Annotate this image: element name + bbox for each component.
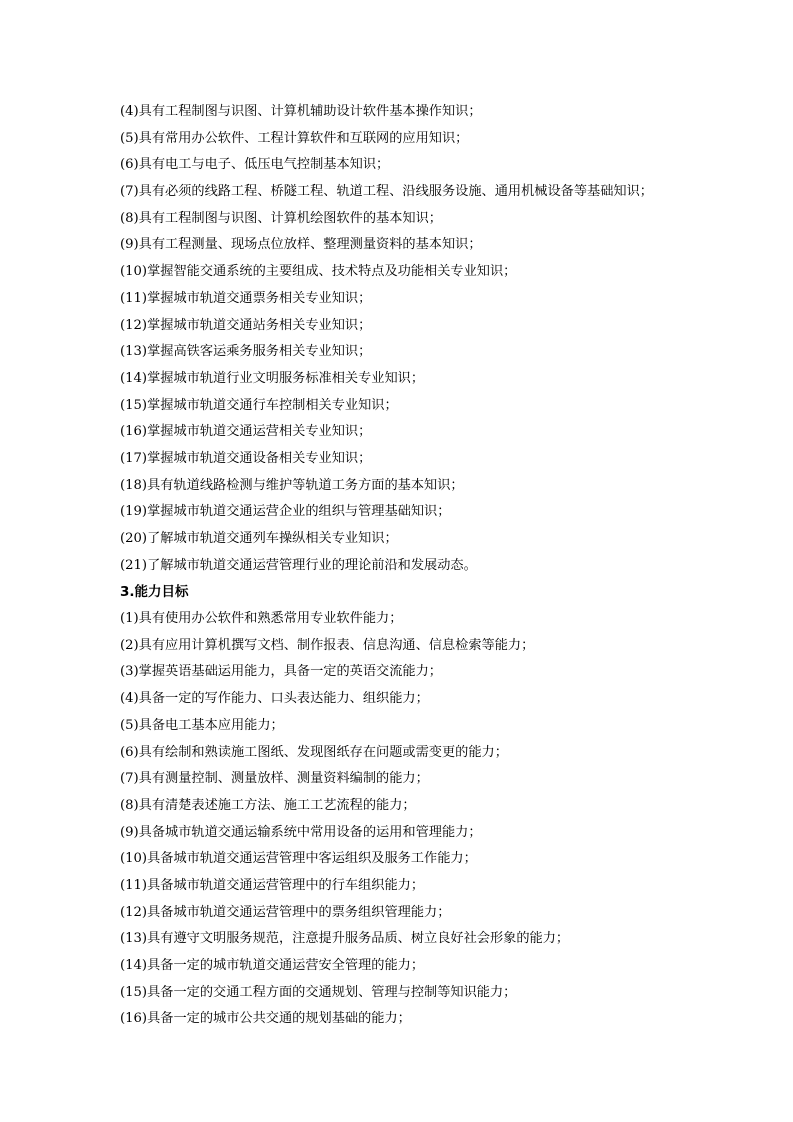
knowledge-item: (20)了解城市轨道交通列车操纵相关专业知识； (120, 531, 398, 546)
knowledge-item: (15)掌握城市轨道交通行车控制相关专业知识； (120, 397, 398, 413)
ability-item: (16)具备一定的城市公共交通的规划基础的能力； (120, 1011, 411, 1027)
ability-item: (3)掌握英语基础运用能力，具备一定的英语交流能力； (120, 664, 442, 680)
knowledge-item: (17)掌握城市轨道交通设备相关专业知识； (120, 450, 372, 466)
ability-item: (8)具有清楚表述施工方法、施工工艺流程的能力； (120, 797, 416, 813)
document-body (120, 99, 680, 1033)
ability-item: (11)具备城市轨道交通运营管理中的行车组织能力； (120, 877, 425, 893)
knowledge-item: (21)了解城市轨道交通运营管理行业的理论前沿和发展动态。 (120, 557, 477, 573)
ability-item: (10)具备城市轨道交通运营管理中客运组织及服务工作能力； (120, 851, 477, 867)
ability-item: (6)具有绘制和熟读施工图纸、发现图纸存在问题或需变更的能力； (120, 744, 508, 760)
knowledge-item: (7)具有必须的线路工程、桥隧工程、轨道工程、沿线服务设施、通用机械设备等基础知识； (120, 184, 653, 200)
knowledge-item: (13)掌握高铁客运乘务服务相关专业知识； (120, 344, 372, 360)
knowledge-item: (18)具有轨道线路检测与维护等轨道工务方面的基本知识； (120, 477, 464, 493)
knowledge-item: (16)掌握城市轨道交通运营相关专业知识； (120, 424, 372, 440)
knowledge-item: (9)具有工程测量、现场点位放样、整理测量资料的基本知识； (120, 237, 482, 253)
knowledge-item: (10)掌握智能交通系统的主要组成、技术特点及功能相关专业知识； (120, 264, 517, 280)
knowledge-item: (4)具有工程制图与识图、计算机辅助设计软件基本操作知识； (120, 104, 482, 119)
section-heading-ability: 3.能力目标 (120, 584, 189, 601)
knowledge-item: (12)掌握城市轨道交通站务相关专业知识； (120, 317, 372, 333)
knowledge-item: (5)具有常用办公软件、工程计算软件和互联网的应用知识； (120, 130, 469, 146)
ability-item: (15)具备一定的交通工程方面的交通规划、管理与控制等知识能力； (120, 984, 517, 1000)
ability-item: (2)具有应用计算机撰写文档、制作报表、信息沟通、信息检索等能力； (120, 637, 535, 653)
knowledge-item: (19)掌握城市轨道交通运营企业的组织与管理基础知识； (120, 504, 451, 520)
ability-item: (14)具备一定的城市轨道交通运营安全管理的能力； (120, 958, 425, 973)
ability-item: (12)具备城市轨道交通运营管理中的票务组织管理能力； (120, 904, 451, 920)
ability-item: (7)具有测量控制、测量放样、测量资料编制的能力； (120, 771, 429, 787)
knowledge-item: (8)具有工程制图与识图、计算机绘图软件的基本知识； (120, 210, 442, 226)
knowledge-item: (14)掌握城市轨道行业文明服务标准相关专业知识； (120, 370, 425, 386)
ability-item: (1)具有使用办公软件和熟悉常用专业软件能力； (120, 611, 403, 627)
ability-item: (13)具有遵守文明服务规范，注意提升服务品质、树立良好社会形象的能力； (120, 931, 570, 947)
ability-item: (9)具备城市轨道交通运输系统中常用设备的运用和管理能力； (120, 824, 482, 840)
ability-item: (5)具备电工基本应用能力； (120, 717, 284, 733)
knowledge-item: (6)具有电工与电子、低压电气控制基本知识； (120, 157, 390, 173)
knowledge-item: (11)掌握城市轨道交通票务相关专业知识； (120, 290, 372, 306)
ability-item: (4)具备一定的写作能力、口头表达能力、组织能力； (120, 691, 429, 707)
